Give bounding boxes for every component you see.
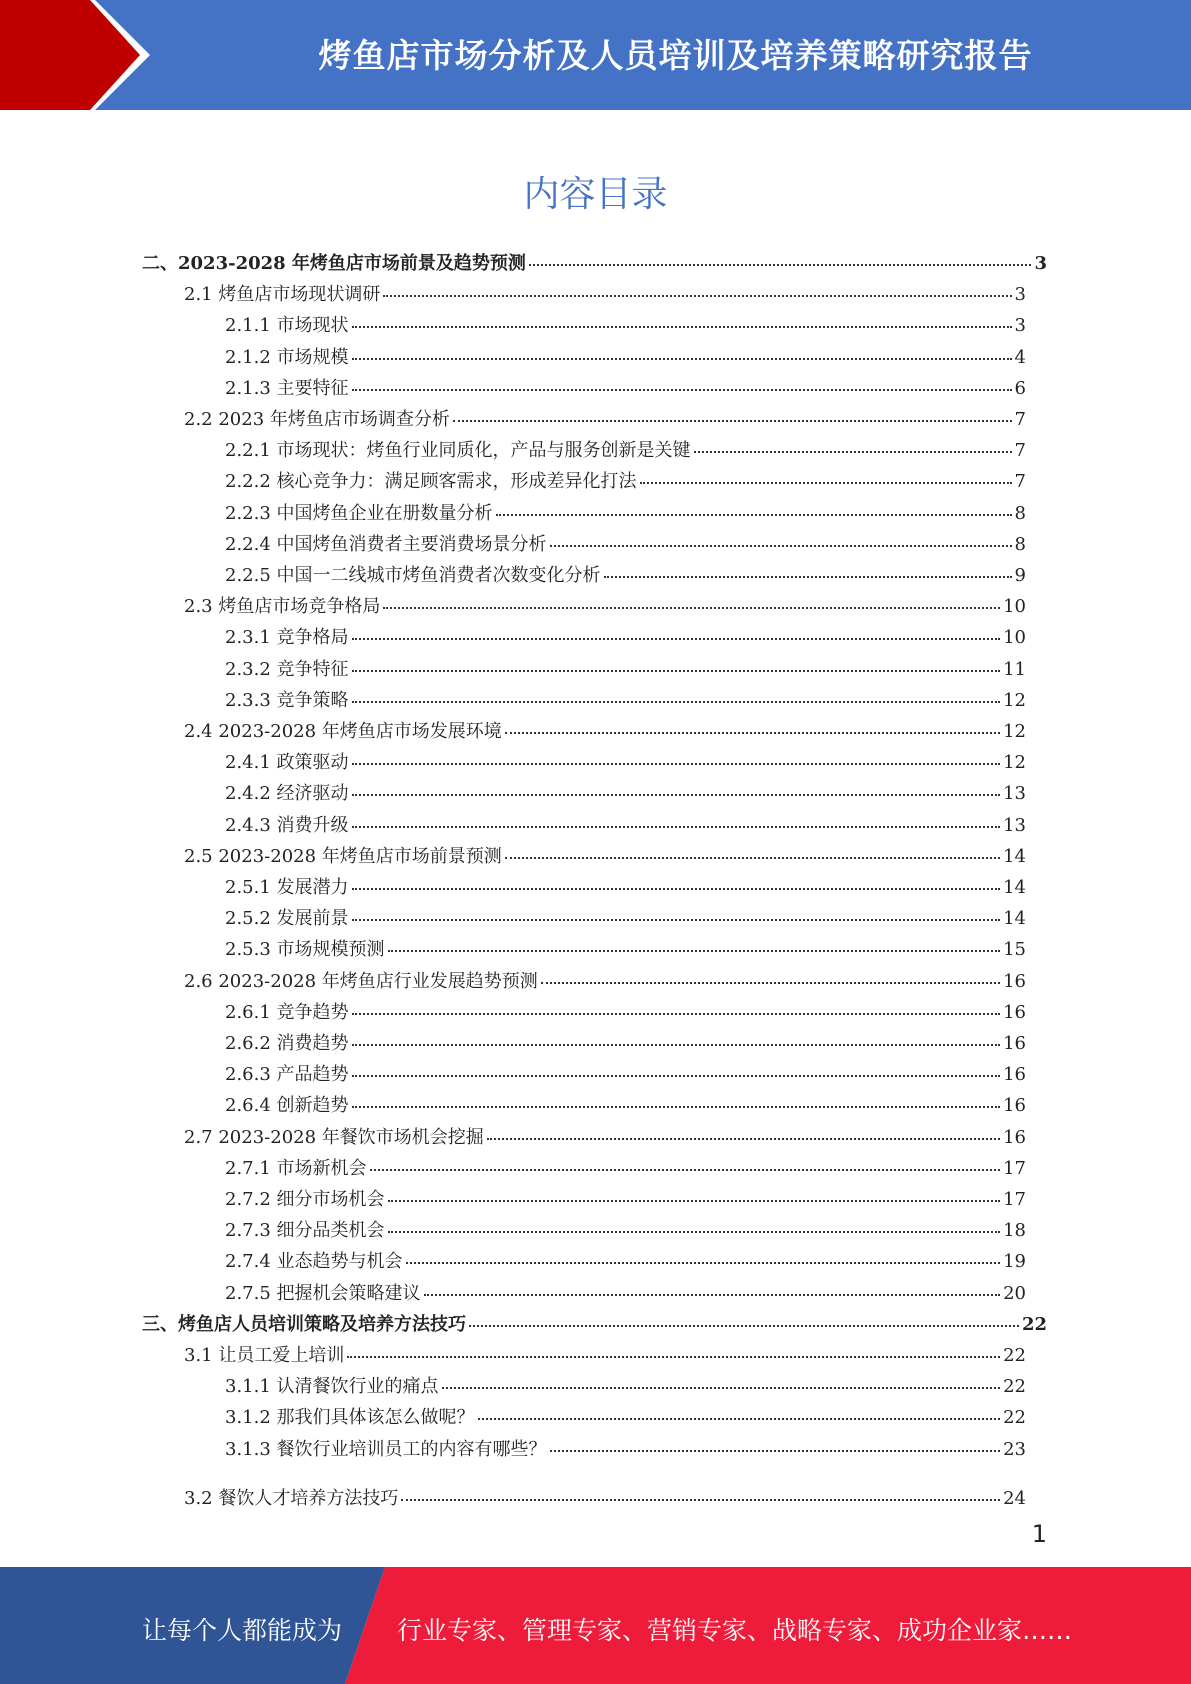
toc-entry-page: 22 (1003, 1376, 1026, 1398)
toc-dot-leader (352, 389, 1012, 391)
toc-dot-leader (352, 638, 1001, 640)
toc-dot-leader (694, 451, 1012, 453)
toc-entry[interactable] (184, 1488, 1026, 1510)
toc-entry-page: 15 (1003, 939, 1026, 961)
toc-entry-label: 2.7.2 细分市场机会 (225, 1189, 385, 1210)
toc-entry-page: 16 (1003, 1126, 1026, 1148)
toc-entry[interactable] (225, 378, 1026, 400)
toc-entry[interactable] (225, 534, 1026, 556)
toc-dot-leader (370, 1169, 1001, 1171)
toc-entry-page: 19 (1003, 1251, 1026, 1273)
toc-entry-page: 10 (1003, 627, 1026, 649)
toc-entry-label: 2.4.1 政策驱动 (225, 752, 349, 774)
toc-entry[interactable] (225, 347, 1026, 369)
toc-entry[interactable] (225, 565, 1026, 587)
toc-dot-leader (604, 576, 1012, 578)
toc-heading: 内容目录 (523, 174, 668, 215)
toc-entry-label: 2.7 2023-2028 年餐饮市场机会挖掘 (184, 1126, 484, 1148)
toc-entry-page: 14 (1003, 877, 1026, 898)
toc-entry-label: 2.7.5 把握机会策略建议 (225, 1282, 421, 1304)
toc-entry-label: 2.2 2023 年烤鱼店市场调查分析 (184, 409, 450, 430)
toc-entry-page: 7 (1014, 471, 1026, 493)
toc-entry-label: 2.5.3 市场规模预测 (225, 939, 385, 961)
toc-dot-leader (388, 950, 1001, 952)
toc-dot-leader (352, 794, 1001, 796)
toc-entry-page: 12 (1003, 689, 1026, 711)
toc-entry[interactable] (184, 284, 1026, 306)
toc-dot-leader (352, 1106, 1001, 1108)
toc-entry-page: 22 (1003, 1407, 1026, 1429)
toc-dot-leader (406, 1262, 1001, 1264)
toc-entry[interactable] (225, 1064, 1026, 1086)
toc-dot-leader (478, 1418, 1001, 1420)
toc-dot-leader (469, 1325, 1019, 1327)
toc-entry[interactable] (225, 1251, 1026, 1273)
toc-dot-leader (550, 545, 1012, 547)
toc-dot-leader (401, 1499, 1000, 1501)
toc-entry-label: 2.3.3 竞争策略 (225, 689, 349, 711)
toc-entry-page: 3 (1034, 253, 1047, 274)
toc-entry-label: 2.1 烤鱼店市场现状调研 (184, 284, 381, 306)
toc-entry-label: 2.6.3 产品趋势 (225, 1064, 349, 1086)
toc-entry-page: 4 (1014, 346, 1026, 368)
toc-dot-leader (352, 888, 1001, 890)
toc-dot-leader (347, 1356, 1000, 1358)
toc-entry-label: 2.2.1 市场现状：烤鱼行业同质化，产品与服务创新是关键 (225, 440, 691, 462)
toc-entry-page: 7 (1014, 409, 1026, 430)
toc-dot-leader (352, 763, 1001, 765)
toc-entry-label: 2.4.3 消费升级 (225, 814, 349, 836)
toc-dot-leader (383, 295, 1011, 297)
toc-entry-page: 17 (1003, 1189, 1026, 1210)
toc-entry[interactable] (142, 253, 1047, 275)
toc-entry-label: 2.4 2023-2028 年烤鱼店市场发展环境 (184, 721, 502, 742)
toc-entry[interactable] (225, 471, 1026, 493)
toc-entry-page: 13 (1003, 783, 1026, 805)
toc-entry[interactable] (225, 783, 1026, 805)
toc-entry-page: 17 (1003, 1157, 1026, 1179)
toc-entry[interactable] (225, 1095, 1026, 1117)
toc-entry-label: 2.2.5 中国一二线城市烤鱼消费者次数变化分析 (225, 565, 601, 586)
toc-entry-label: 三、烤鱼店人员培训策略及培养方法技巧 (142, 1313, 466, 1335)
toc-dot-leader (453, 420, 1012, 422)
toc-entry[interactable] (184, 1127, 1026, 1149)
toc-entry-label: 3.1.3 餐饮行业培训员工的内容有哪些？ (225, 1438, 547, 1460)
toc-entry-label: 3.1.1 认清餐饮行业的痛点 (225, 1376, 439, 1398)
toc-dot-leader (352, 919, 1001, 921)
toc-entry-page: 7 (1014, 440, 1026, 462)
toc-entry[interactable] (225, 659, 1026, 681)
toc-entry-page: 16 (1003, 1064, 1026, 1086)
toc-entry-page: 14 (1003, 845, 1026, 867)
toc-entry-label: 2.1.2 市场规模 (225, 346, 349, 368)
toc-entry-page: 13 (1003, 814, 1026, 836)
toc-entry-label: 2.4.2 经济驱动 (225, 783, 349, 805)
toc-entry-label: 二、2023-2028 年烤鱼店市场前景及趋势预测 (142, 253, 526, 274)
toc-entry-page: 16 (1003, 1033, 1026, 1054)
toc-entry-label: 2.1.1 市场现状 (225, 315, 349, 337)
toc-entry-label: 3.2 餐饮人才培养方法技巧 (184, 1487, 399, 1509)
toc-dot-leader (352, 1044, 1001, 1046)
toc-entry-page: 24 (1003, 1487, 1026, 1509)
toc-entry[interactable] (225, 1407, 1026, 1429)
toc-entry-page: 22 (1003, 1345, 1026, 1366)
toc-dot-leader (352, 1075, 1001, 1077)
toc-entry-label: 2.5.2 发展前景 (225, 908, 349, 930)
footer-slogan-right: 行业专家、管理专家、营销专家、战略专家、成功企业家…… (397, 1616, 1073, 1645)
toc-dot-leader (388, 1231, 1001, 1233)
toc-entry[interactable] (184, 596, 1026, 618)
toc-entry[interactable] (225, 1439, 1026, 1461)
toc-entry-label: 2.2.2 核心竞争力：满足顾客需求，形成差异化打法 (225, 471, 637, 493)
toc-entry-label: 2.6 2023-2028 年烤鱼店行业发展趋势预测 (184, 970, 538, 992)
toc-entry-label: 2.5 2023-2028 年烤鱼店市场前景预测 (184, 845, 502, 867)
toc-entry[interactable] (225, 1189, 1026, 1211)
toc-entry[interactable] (184, 846, 1026, 868)
toc-dot-leader (352, 701, 1001, 703)
toc-dot-leader (529, 264, 1032, 266)
toc-entry-label: 2.7.4 业态趋势与机会 (225, 1251, 403, 1273)
toc-dot-leader (352, 670, 1001, 672)
toc-entry-page: 10 (1003, 596, 1026, 618)
toc-entry-page: 3 (1014, 284, 1026, 306)
toc-entry[interactable] (225, 752, 1026, 774)
toc-entry-label: 2.7.3 细分品类机会 (225, 1220, 385, 1242)
page-footer (0, 1567, 1191, 1684)
toc-entry-page: 16 (1003, 970, 1026, 992)
toc-entry-page: 9 (1014, 565, 1026, 586)
toc-entry-page: 11 (1003, 658, 1026, 680)
toc-entry-page: 8 (1014, 502, 1026, 524)
toc-entry[interactable] (225, 939, 1026, 961)
toc-entry[interactable] (225, 1158, 1026, 1180)
toc-entry-label: 2.7.1 市场新机会 (225, 1157, 367, 1179)
toc-entry-label: 2.6.4 创新趋势 (225, 1095, 349, 1117)
toc-entry-label: 2.2.4 中国烤鱼消费者主要消费场景分析 (225, 533, 547, 555)
toc-dot-leader (505, 857, 1000, 859)
toc-dot-leader (541, 982, 1000, 984)
toc-entry-label: 2.3.1 竞争格局 (225, 627, 349, 649)
toc-entry-page: 12 (1003, 721, 1026, 742)
toc-entry-page: 12 (1003, 752, 1026, 774)
toc-entry[interactable] (184, 409, 1026, 431)
toc-entry-label: 3.1 让员工爱上培训 (184, 1345, 345, 1366)
toc-entry[interactable] (225, 627, 1026, 649)
toc-entry[interactable] (225, 908, 1026, 930)
toc-entry-page: 6 (1014, 377, 1026, 399)
toc-dot-leader (352, 826, 1001, 828)
toc-entry-page: 23 (1003, 1438, 1026, 1460)
toc-entry[interactable] (184, 971, 1026, 993)
toc-entry[interactable] (225, 1220, 1026, 1242)
toc-entry[interactable] (225, 815, 1026, 837)
toc-entry[interactable] (184, 721, 1026, 743)
toc-entry-label: 2.5.1 发展潜力 (225, 877, 349, 898)
toc-entry[interactable] (225, 315, 1026, 337)
toc-entry-page: 8 (1014, 533, 1026, 555)
toc-entry[interactable] (142, 1314, 1047, 1336)
footer-slogan-left: 让每个人都能成为 (142, 1616, 343, 1645)
toc-entry[interactable] (225, 503, 1026, 525)
toc-dot-leader (640, 482, 1012, 484)
toc-entry-label: 2.6.1 竞争趋势 (225, 1001, 349, 1023)
toc-entry[interactable] (225, 1283, 1026, 1305)
page-number: 1 (1031, 1520, 1047, 1548)
toc-entry-label: 2.3 烤鱼店市场竞争格局 (184, 596, 381, 618)
toc-entry-label: 2.3.2 竞争特征 (225, 658, 349, 680)
toc-entry-page: 20 (1003, 1282, 1026, 1304)
toc-dot-leader (487, 1138, 1000, 1140)
toc-dot-leader (352, 1013, 1001, 1015)
toc-entry-label: 2.1.3 主要特征 (225, 377, 349, 399)
toc-entry-page: 16 (1003, 1095, 1026, 1117)
toc-entry-page: 3 (1014, 315, 1026, 337)
toc-dot-leader (496, 514, 1012, 516)
toc-entry[interactable] (225, 1002, 1026, 1024)
toc-entry-page: 16 (1003, 1001, 1026, 1023)
toc-dot-leader (388, 1200, 1001, 1202)
toc-entry[interactable] (184, 1345, 1026, 1367)
report-title: 烤鱼店市场分析及人员培训及培养策略研究报告 (318, 36, 1033, 75)
toc-dot-leader (383, 607, 1000, 609)
toc-dot-leader (352, 358, 1012, 360)
toc-entry[interactable] (225, 1376, 1026, 1398)
toc-entry-label: 3.1.2 那我们具体该怎么做呢？ (225, 1407, 475, 1429)
toc-entry[interactable] (225, 690, 1026, 712)
toc-entry[interactable] (225, 1033, 1026, 1055)
toc-dot-leader (550, 1450, 1001, 1452)
toc-entry-page: 22 (1021, 1313, 1047, 1335)
toc-entry[interactable] (225, 440, 1026, 462)
toc-dot-leader (424, 1294, 1001, 1296)
toc-entry[interactable] (225, 877, 1026, 899)
toc-entry-page: 18 (1003, 1220, 1026, 1242)
toc-entry-page: 14 (1003, 908, 1026, 930)
toc-entry-label: 2.6.2 消费趋势 (225, 1033, 349, 1054)
page-header (0, 0, 1191, 110)
toc-dot-leader (352, 326, 1012, 328)
toc-entry-label: 2.2.3 中国烤鱼企业在册数量分析 (225, 502, 493, 524)
toc-dot-leader (442, 1387, 1001, 1389)
toc-dot-leader (505, 732, 1000, 734)
